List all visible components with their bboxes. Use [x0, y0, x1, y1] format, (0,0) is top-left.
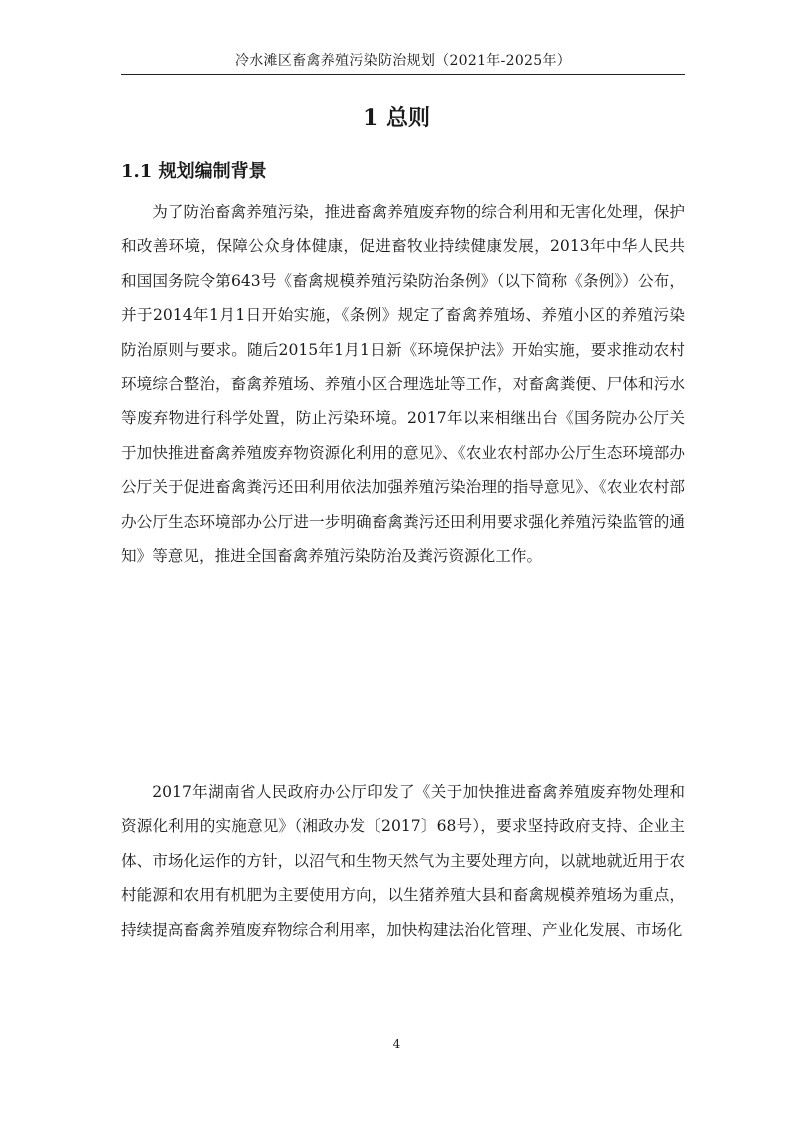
header-rule — [121, 74, 685, 75]
body-paragraph: 为了防治畜禽养殖污染，推进畜禽养殖废弃物的综合利用和无害化处理，保护和改善环境，保障公众身体健康，促进畜牧业持续健康发展，2013年中华人民共和国国务院令第643号《畜禽规模养殖污染防治条例》（以下简称《条例》）公布，并于2014年1月1日开始实施，《条例》规定了畜禽养殖场、养殖小区的养殖污染防治原则与要求。随后2015年1月1日新《环境保护法》开始实施，要求推动农村环境综合整治，畜禽养殖场、养殖小区合理选址等工作，对畜禽粪便、尸体和污水等废弃物进行科学处置，防止污染环境。2017年以来相继出台《国务院办公厅关于加快推进畜禽养殖废弃物资源化利用的意见》、《农业农村部办公厅生态环境部办公厅关于促进畜禽粪污还田利用依法加强养殖污染治理的指导意见》、《农业农村部办公厅生态环境部办公厅进一步明确畜禽粪污还田利用要求强化养殖污染监管的通知》等意见，推进全国畜禽养殖污染防治及粪污资源化工作。 — [121, 203, 685, 566]
body-paragraph: 2017年湖南省人民政府办公厅印发了《关于加快推进畜禽养殖废弃物处理和资源化利用的实施意见》（湘政办发〔2017〕68号），要求坚持政府支持、企业主体、市场化运作的方针，以沼气和生物天然气为主要处理方向，以就地就近用于农村能源和农用有机肥为主要使用方向，以生猪养殖大县和畜禽规模养殖场为重点，持续提高畜禽养殖废弃物综合利用率，加快构建法治化管理、产业化发展、市场化 — [121, 783, 685, 939]
running-header: 冷水滩区畜禽养殖污染防治规划（2021年-2025年） — [234, 53, 572, 69]
section-heading: 1.1 规划编制背景 — [121, 161, 267, 182]
chapter-title: 1 总则 — [363, 105, 430, 131]
page-number: 4 — [392, 1037, 401, 1051]
